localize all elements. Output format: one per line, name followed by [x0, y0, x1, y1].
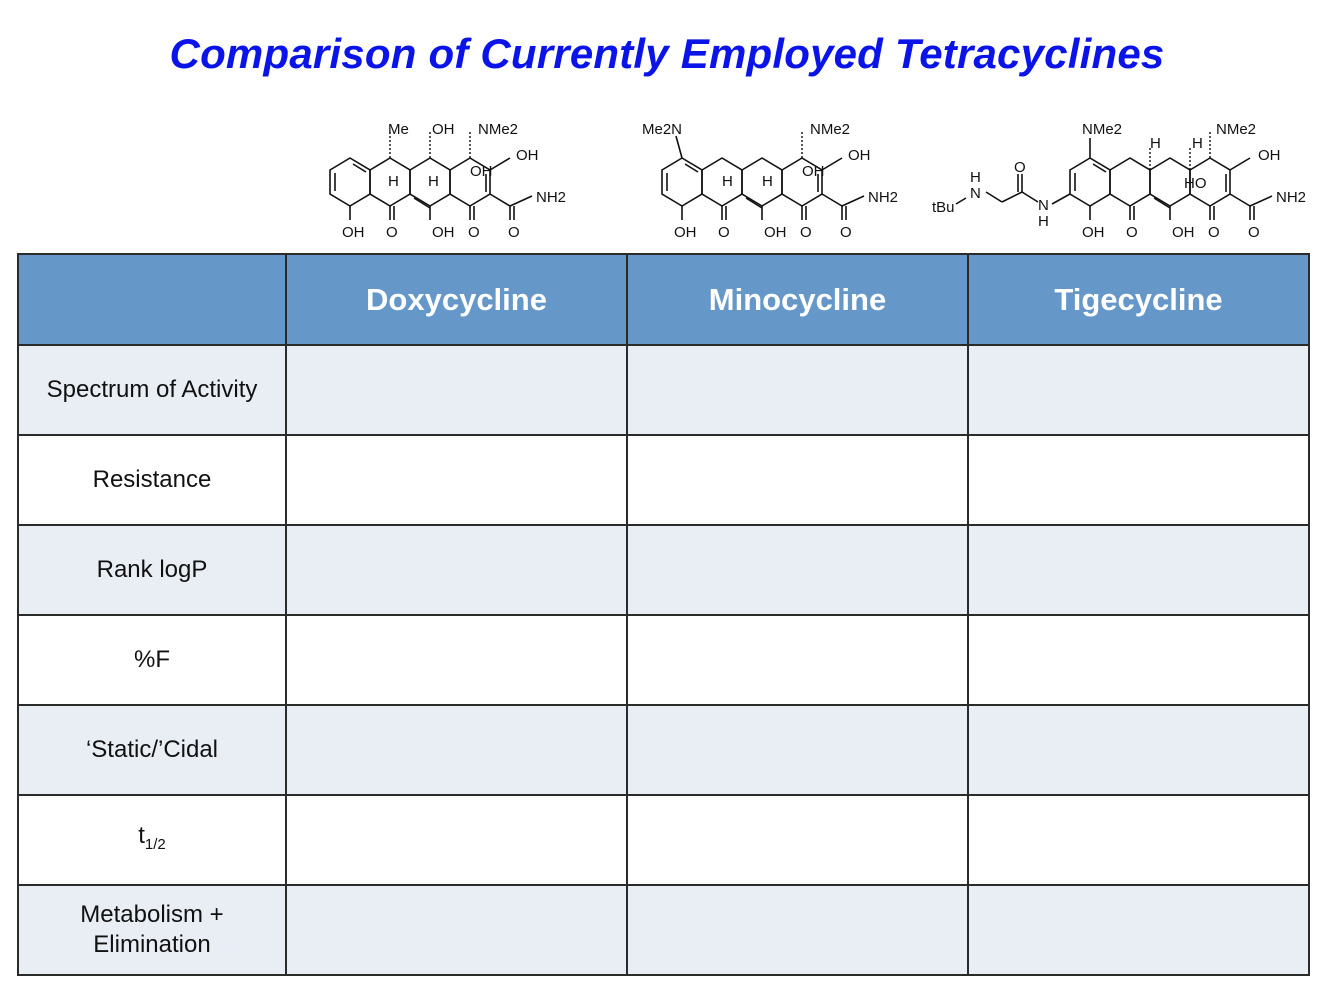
table-row	[18, 795, 1309, 885]
struct-label: H	[722, 173, 733, 190]
struct-label: OH	[1258, 147, 1281, 164]
table-cell[interactable]	[286, 795, 627, 885]
table-cell[interactable]	[968, 435, 1309, 525]
struct-label: H	[1192, 135, 1203, 152]
struct-label: OH	[432, 121, 455, 138]
struct-label: OH	[848, 147, 871, 164]
struct-label: O	[1248, 224, 1260, 241]
table-row	[18, 345, 1309, 435]
struct-label: NMe2	[478, 121, 519, 138]
header-cell-empty	[18, 254, 286, 345]
struct-label: H	[388, 173, 399, 190]
table-cell[interactable]	[968, 525, 1309, 615]
table-cell[interactable]	[968, 705, 1309, 795]
struct-label: N	[970, 185, 981, 202]
struct-label: NH2	[536, 189, 567, 206]
struct-label: O	[508, 224, 520, 241]
struct-label: O	[840, 224, 852, 241]
doxycycline-structure	[322, 110, 592, 245]
table-cell[interactable]	[627, 615, 968, 705]
table-cell[interactable]	[286, 525, 627, 615]
table-row	[18, 615, 1309, 705]
table-header-row	[18, 254, 1309, 345]
label-line: Elimination	[93, 931, 211, 958]
struct-label: N	[1038, 197, 1049, 214]
struct-label: OH	[432, 224, 455, 241]
row-label-half-life	[18, 795, 286, 885]
struct-label: HO	[1184, 175, 1207, 192]
struct-label: OH	[470, 163, 493, 180]
table-row	[18, 435, 1309, 525]
label-line: Metabolism +	[80, 901, 224, 928]
row-label-metabolism-elimination	[18, 885, 286, 975]
table-row	[18, 705, 1309, 795]
half-life-subscript: 1/2	[144, 835, 166, 853]
struct-label: Me2N	[642, 121, 683, 138]
struct-label: H	[1150, 135, 1161, 152]
header-minocycline: Minocycline	[627, 254, 968, 345]
struct-label: NMe2	[810, 121, 851, 138]
struct-label: O	[468, 224, 480, 241]
header-tigecycline: Tigecycline	[968, 254, 1309, 345]
table-cell[interactable]	[627, 435, 968, 525]
struct-label: O	[1014, 159, 1026, 176]
struct-label: O	[1126, 224, 1138, 241]
table-cell[interactable]	[286, 435, 627, 525]
struct-label: NH2	[1276, 189, 1307, 206]
table-cell[interactable]	[627, 705, 968, 795]
struct-label: NH2	[868, 189, 899, 206]
page-title: Comparison of Currently Employed Tetracyclines	[169, 30, 1165, 77]
struct-label: NMe2	[1082, 121, 1123, 138]
table-cell[interactable]	[627, 525, 968, 615]
table-cell[interactable]	[286, 615, 627, 705]
table-cell[interactable]	[968, 885, 1309, 975]
struct-label: OH	[1172, 224, 1195, 241]
comparison-table	[17, 253, 1310, 976]
tigecycline-structure	[928, 110, 1328, 245]
header-doxycycline: Doxycycline	[286, 254, 627, 345]
table-cell[interactable]	[627, 885, 968, 975]
table-cell[interactable]	[968, 795, 1309, 885]
struct-label: O	[800, 224, 812, 241]
table-cell[interactable]	[968, 615, 1309, 705]
struct-label: OH	[1082, 224, 1105, 241]
table-row	[18, 885, 1309, 975]
row-label-rank-logp: Rank logP	[18, 525, 286, 615]
struct-label: OH	[764, 224, 787, 241]
struct-label: OH	[674, 224, 697, 241]
struct-label: O	[1208, 224, 1220, 241]
row-label-spectrum: Spectrum of Activity	[18, 345, 286, 435]
table-row	[18, 525, 1309, 615]
structures-row	[0, 110, 1334, 250]
row-label-static-cidal: ‘Static/’Cidal	[18, 705, 286, 795]
struct-label: OH	[516, 147, 539, 164]
table-cell[interactable]	[968, 345, 1309, 435]
table-cell[interactable]	[627, 345, 968, 435]
table-cell[interactable]	[286, 345, 627, 435]
struct-label: tBu	[932, 199, 955, 216]
struct-label: OH	[802, 163, 825, 180]
row-label-resistance: Resistance	[18, 435, 286, 525]
struct-label: H	[1038, 213, 1049, 230]
struct-label: O	[718, 224, 730, 241]
struct-label: O	[386, 224, 398, 241]
minocycline-structure	[640, 110, 920, 245]
struct-label: H	[762, 173, 773, 190]
struct-label: H	[428, 173, 439, 190]
struct-label: Me	[388, 121, 409, 138]
struct-label: NMe2	[1216, 121, 1257, 138]
table-cell[interactable]	[627, 795, 968, 885]
table-cell[interactable]	[286, 885, 627, 975]
table-cell[interactable]	[286, 705, 627, 795]
struct-label: OH	[342, 224, 365, 241]
row-label-percent-f: %F	[18, 615, 286, 705]
struct-label: H	[970, 169, 981, 186]
half-life-main: t	[138, 821, 145, 849]
